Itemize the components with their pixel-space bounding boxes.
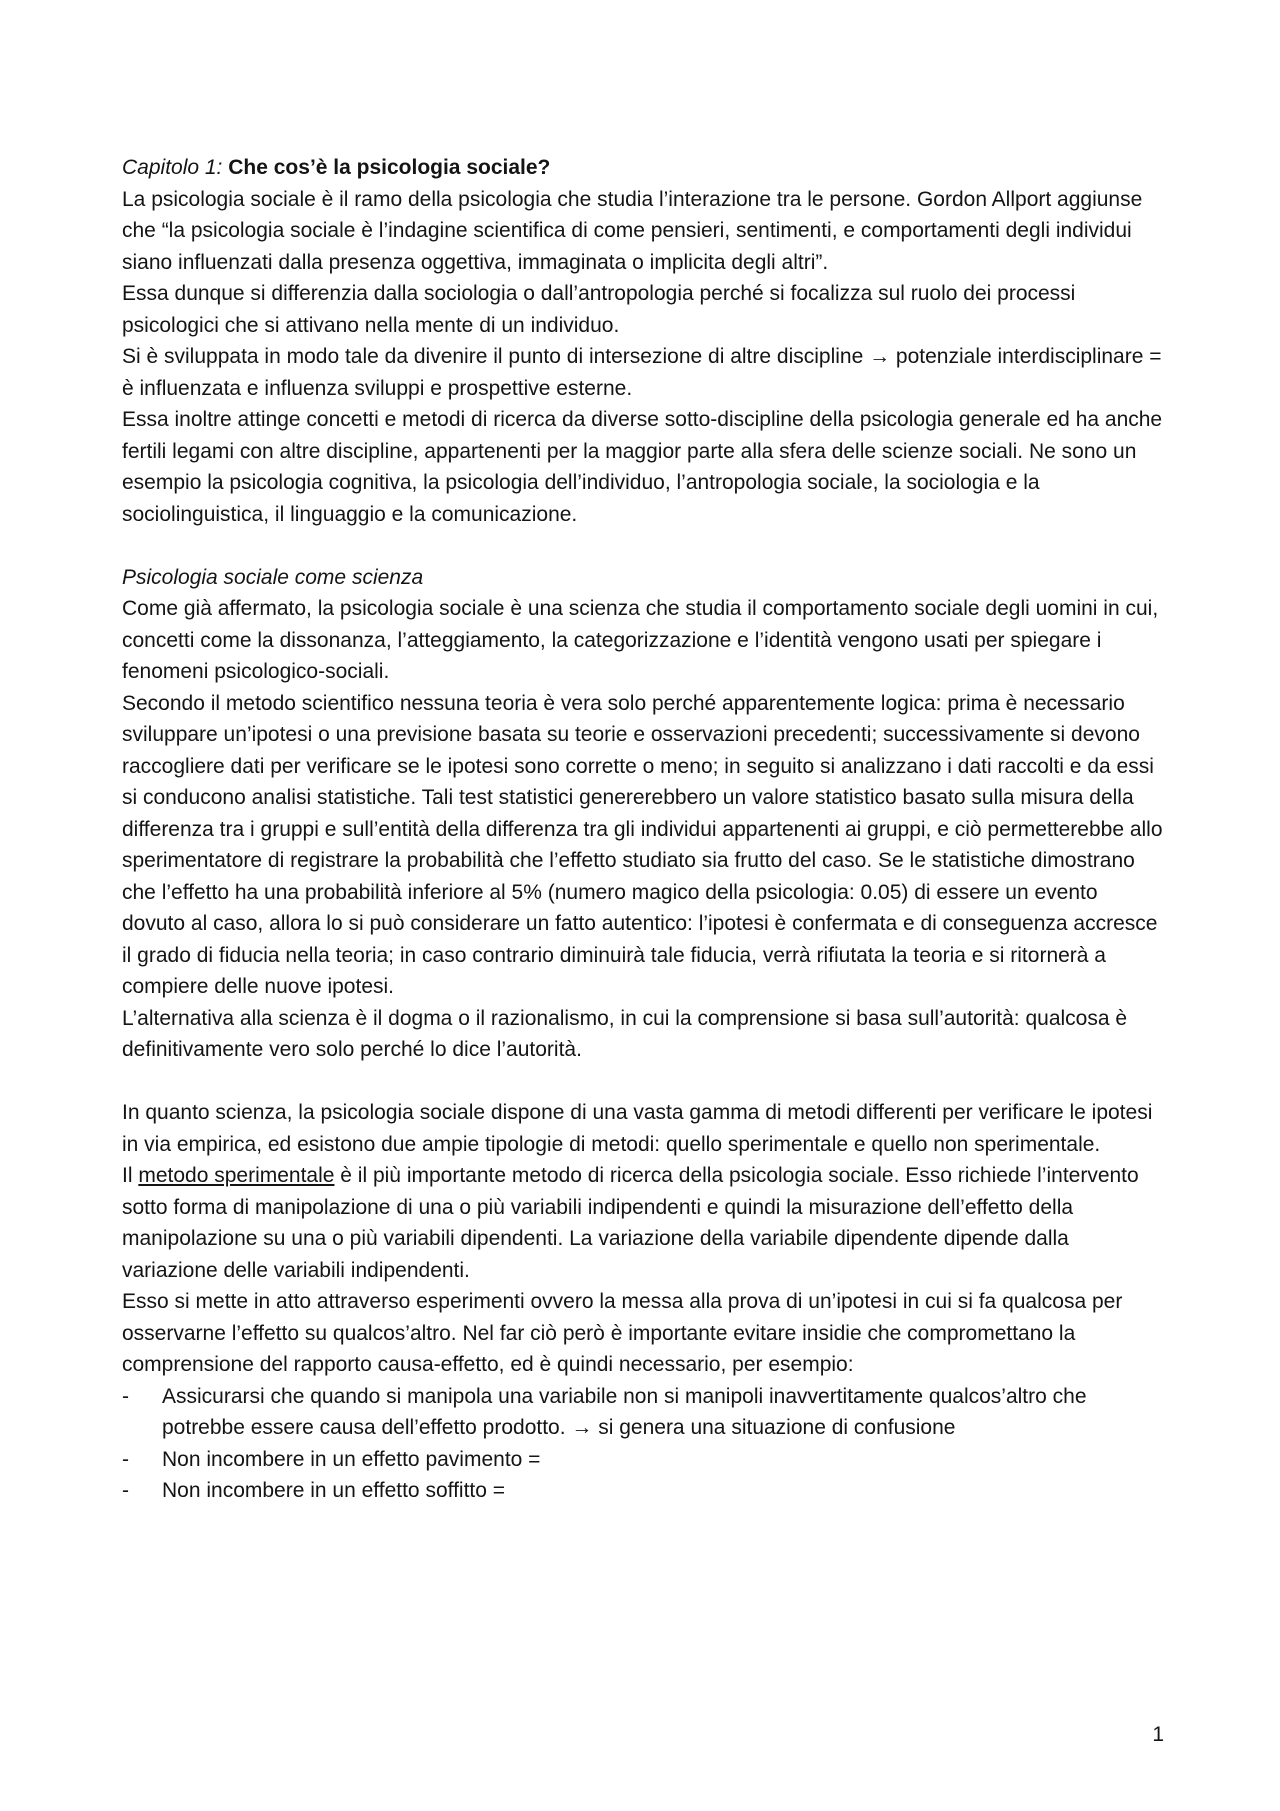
experimental-method-paragraph (122, 1160, 1164, 1286)
intro-paragraph: La psicologia sociale è il ramo della psicologia che studia l’interazione tra le persone. Gordon Allport aggiunse che “la psicologia sociale è l’indagine scientifica di come pensieri, sentimenti, e comportamenti degli individui siano influenzati dalla presenza oggettiva, immaginata o implicita degli altri”. (122, 187, 1143, 274)
blank-line (122, 1066, 1164, 1098)
methods-intro-paragraph: In quanto scienza, la psicologia sociale dispone di una vasta gamma di metodi differenti per verificare le ipotesi in via empirica, ed esistono due ampie tipologie di metodi: quello sperimentale e quello non sperimentale. (122, 1101, 1153, 1156)
chapter-title: Che cos’è la psicologia sociale? (228, 156, 551, 179)
chapter-heading (122, 152, 1164, 184)
list-item (122, 1444, 1164, 1476)
experimental-method-term: metodo sperimentale (138, 1164, 335, 1187)
list-item (122, 1475, 1164, 1507)
chapter-prefix: Capitolo 1: (122, 156, 223, 179)
blank-line (122, 530, 1164, 562)
intro-paragraph: Essa inoltre attinge concetti e metodi di ricerca da diverse sotto-discipline della psicologia generale ed ha anche fertili legami con altre discipline, appartenenti per la maggior parte alla sfera delle scienze sociali. Ne sono un esempio la psicologia cognitiva, la psicologia dell’individuo, l’antropologia sociale, la sociologia e la sociolinguistica, il linguaggio e la comunicazione. (122, 408, 1163, 526)
experiments-paragraph: Esso si mette in atto attraverso esperimenti ovvero la messa alla prova di un’ipotesi in cui si fa qualcosa per osservarne l’effetto su qualcos’altro. Nel far ciò però è importante evitare insidie che compromettano la comprensione del rapporto causa-effetto, ed è quindi necessario, per esempio: (122, 1290, 1123, 1376)
list-item (122, 1381, 1164, 1444)
page-number: 1 (1152, 1723, 1164, 1746)
requirements-list (122, 1381, 1164, 1507)
dash-marker: - (122, 1384, 129, 1408)
list-item-text: Assicurarsi che quando si manipola una variabile non si manipoli inavvertitamente qualcos’altro che potrebbe essere causa dell’effetto prodotto. → si genera una situazione di confusione (162, 1384, 1087, 1439)
dash-marker: - (122, 1479, 129, 1502)
experimental-description: è il più importante metodo di ricerca della psicologia sociale. Esso richiede l’intervento sotto forma di manipolazione di una o più variabili indipendenti e quindi la misurazione dell’effetto della manipolazione su una o più variabili dipendenti. La variazione della variabile dipendente dipende dalla variazione delle variabili indipendenti. (122, 1164, 1139, 1282)
intro-paragraph: Si è sviluppata in modo tale da divenire il punto di intersezione di altre discipline → potenziale interdisciplinare = è influenzata e influenza sviluppi e prospettive esterne. (122, 345, 1162, 400)
experimental-prefix: Il (122, 1164, 139, 1187)
intro-paragraph: Essa dunque si differenzia dalla sociologia o dall’antropologia perché si focalizza sul ruolo dei processi psicologici che si attivano nella mente di un individuo. (122, 282, 1076, 337)
body-paragraph: Come già affermato, la psicologia sociale è una scienza che studia il comportamento sociale degli uomini in cui, concetti come la dissonanza, l’atteggiamento, la categorizzazione e l’identità vengono usati per spiegare i fenomeni psicologico-sociali. (122, 597, 1159, 683)
body-paragraph: L’alternativa alla scienza è il dogma o il razionalismo, in cui la comprensione si basa sull’autorità: qualcosa è definitivamente vero solo perché lo dice l’autorità. (122, 1006, 1128, 1061)
dash-marker: - (122, 1447, 129, 1471)
list-item-text: Non incombere in un effetto pavimento = (162, 1447, 541, 1471)
list-item-text: Non incombere in un effetto soffitto = (162, 1479, 506, 1502)
body-paragraph: Secondo il metodo scientifico nessuna teoria è vera solo perché apparentemente logica: prima è necessario sviluppare un’ipotesi o una previsione basata su teorie e osservazioni precedenti; successivamente si devono raccogliere dati per verificare se le ipotesi sono corrette o meno; in seguito si analizzano i dati raccolti e da essi si conducono analisi statistiche. Tali test statistici genererebbero un valore statistico basato sulla misura della differenza tra i gruppi e sull’entità della differenza tra gli individui appartenenti ai gruppi, e ciò permetterebbe allo sperimentatore di registrare la probabilità che l’effetto studiato sia frutto del caso. Se le statistiche dimostrano che l’effetto ha una probabilità inferiore al 5% (numero magico della psicologia: 0.05) di essere un evento dovuto al caso, allora lo si può considerare un fatto autentico: l’ipotesi è confermata e di conseguenza accresce il grado di fiducia nella teoria; in caso contrario diminuirà tale fiducia, verrà rifiutata la teoria e si ritornerà a compiere delle nuove ipotesi. (122, 691, 1163, 998)
document-body (122, 152, 1164, 1507)
section-heading: Psicologia sociale come scienza (122, 565, 424, 589)
